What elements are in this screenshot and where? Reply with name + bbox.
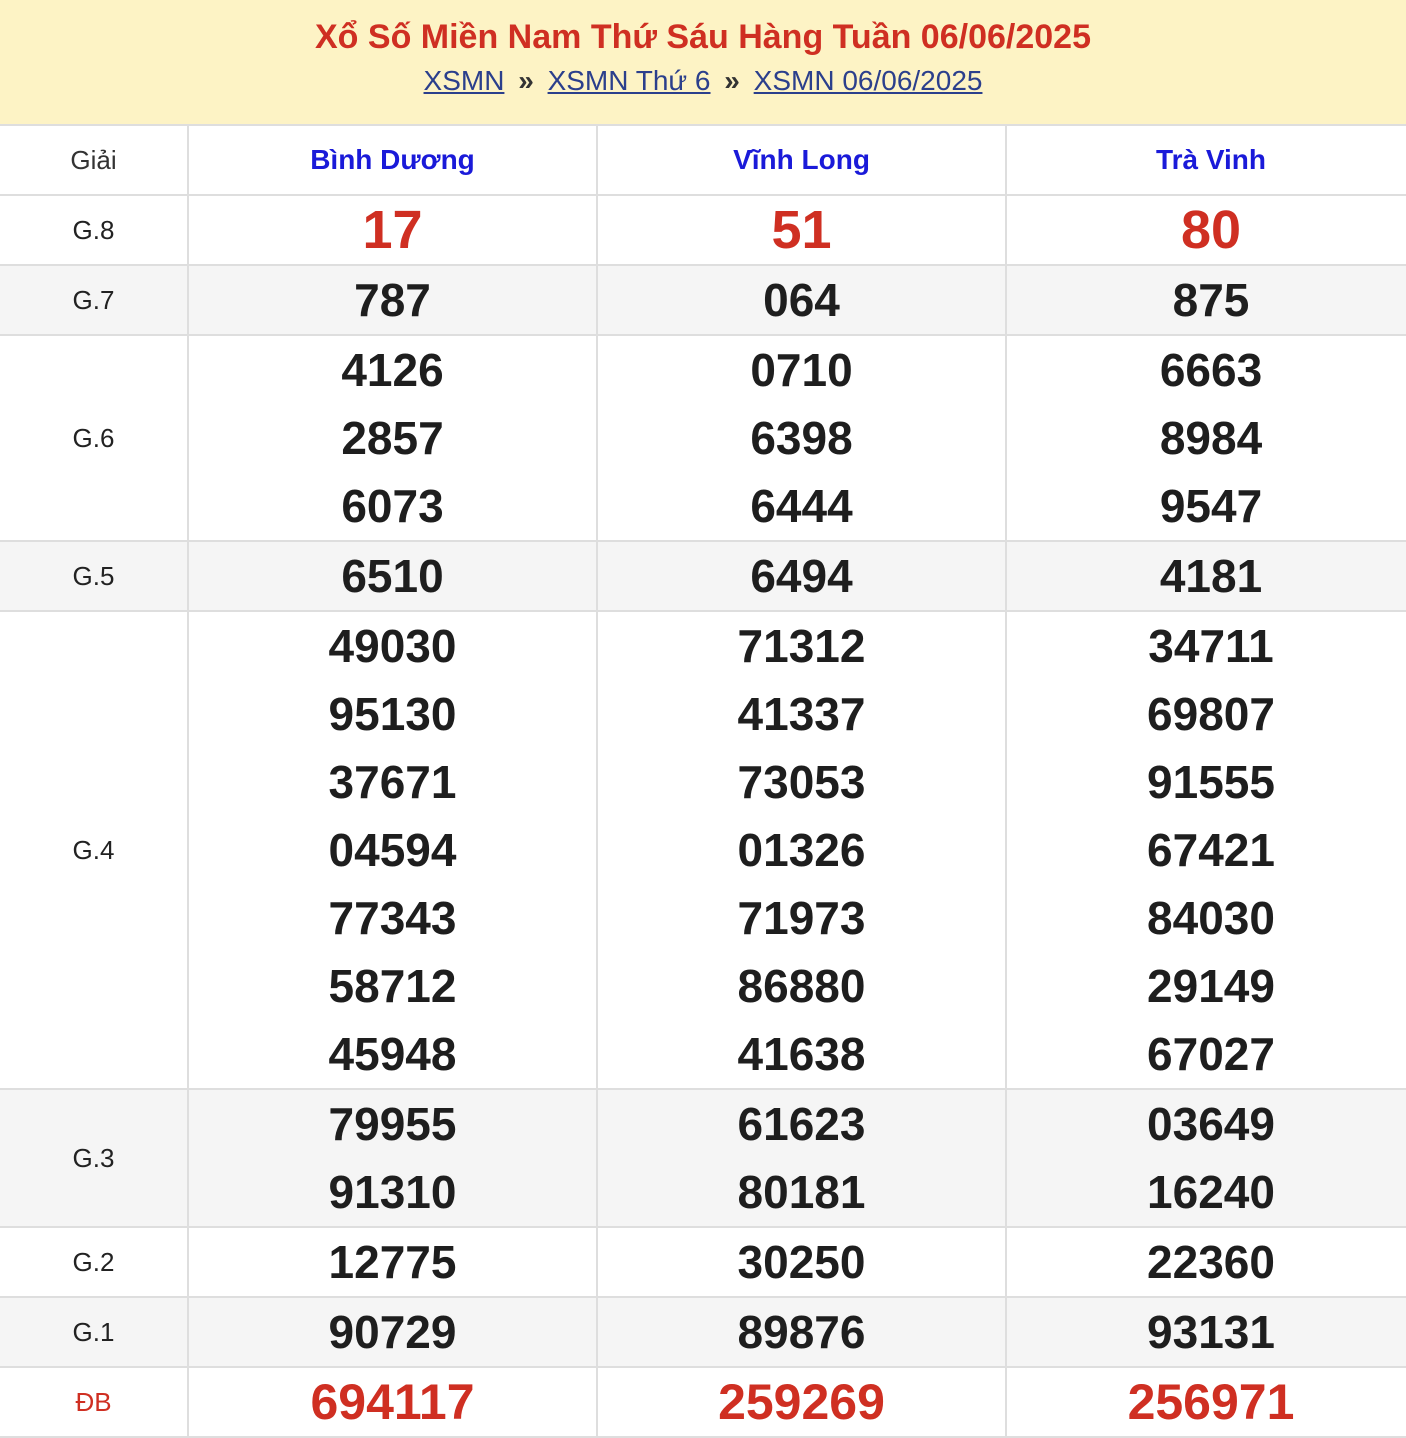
lottery-number: 29149 [1147, 960, 1275, 1012]
lottery-number: 6494 [750, 550, 853, 602]
lottery-number: 41337 [737, 688, 866, 740]
province-header-tra-vinh[interactable]: Trà Vinh [1006, 125, 1406, 195]
breadcrumb-separator: » [518, 65, 534, 96]
lottery-number: 30250 [737, 1236, 866, 1288]
lottery-number: 80181 [737, 1166, 866, 1218]
lottery-number: 93131 [1147, 1306, 1275, 1358]
lottery-number: 69807 [1147, 688, 1275, 740]
lottery-number: 4126 [341, 344, 444, 396]
prize-label: ĐB [0, 1367, 188, 1437]
prize-cell-binh-duong [188, 335, 597, 541]
prize-label: G.7 [0, 265, 188, 335]
prize-cell-binh-duong [188, 1089, 597, 1227]
lottery-number: 84030 [1147, 892, 1275, 944]
prize-cell-vinh-long [597, 1297, 1006, 1367]
lottery-number: 80 [1180, 200, 1242, 260]
lottery-number: 67027 [1147, 1028, 1275, 1080]
prize-cell-tra-vinh [1006, 1089, 1406, 1227]
lottery-number: 6663 [1159, 344, 1263, 396]
lottery-number: 95130 [328, 688, 457, 740]
lottery-number: 79955 [328, 1098, 457, 1150]
prize-row-g3 [0, 1089, 1406, 1227]
prize-label: G.3 [0, 1089, 188, 1227]
lottery-number: 064 [763, 274, 840, 326]
lottery-number: 2857 [341, 412, 444, 464]
lottery-number: 71312 [737, 620, 866, 672]
lottery-number: 6510 [341, 550, 444, 602]
lottery-number: 91555 [1147, 756, 1275, 808]
results-table [0, 124, 1406, 1438]
prize-cell-vinh-long [597, 1367, 1006, 1437]
prize-label: G.8 [0, 195, 188, 265]
prize-label: G.2 [0, 1227, 188, 1297]
lottery-number: 51 [771, 200, 832, 260]
prize-cell-vinh-long [597, 1089, 1006, 1227]
prize-cell-vinh-long [597, 611, 1006, 1089]
lottery-number: 71973 [737, 892, 866, 944]
prize-cell-binh-duong [188, 1227, 597, 1297]
lottery-number: 4181 [1159, 550, 1263, 602]
lottery-number: 12775 [328, 1236, 457, 1288]
province-header-vinh-long[interactable]: Vĩnh Long [597, 125, 1006, 195]
prize-cell-tra-vinh [1006, 335, 1406, 541]
breadcrumb-link-xsmn[interactable]: XSMN [423, 65, 505, 96]
lottery-number: 45948 [328, 1028, 457, 1080]
prize-row-g1 [0, 1297, 1406, 1367]
lottery-number: 49030 [328, 620, 457, 672]
prize-cell-vinh-long [597, 541, 1006, 611]
prize-cell-binh-duong [188, 195, 597, 265]
breadcrumb-separator: » [724, 65, 740, 96]
lottery-number: 01326 [737, 824, 866, 876]
lottery-number: 8984 [1159, 412, 1263, 464]
lottery-number: 6444 [750, 480, 853, 532]
lottery-number: 58712 [328, 960, 457, 1012]
page-header [0, 0, 1406, 124]
prize-label: G.4 [0, 611, 188, 1089]
prize-cell-vinh-long [597, 265, 1006, 335]
lottery-number: 256971 [1127, 1374, 1295, 1430]
lottery-number: 787 [354, 274, 431, 326]
page-title: Xổ Số Miền Nam Thứ Sáu Hàng Tuần 06/06/2025 [315, 18, 1091, 56]
prize-cell-tra-vinh [1006, 1297, 1406, 1367]
lottery-number: 16240 [1147, 1166, 1275, 1218]
lottery-number: 22360 [1147, 1236, 1275, 1288]
prize-row-g8 [0, 195, 1406, 265]
table-header-row [0, 125, 1406, 195]
lottery-number: 34711 [1148, 620, 1274, 672]
breadcrumb-link-xsmn-thu-6[interactable]: XSMN Thứ 6 [547, 65, 711, 96]
lottery-number: 77343 [328, 892, 457, 944]
lottery-number: 04594 [328, 824, 457, 876]
prize-cell-tra-vinh [1006, 1367, 1406, 1437]
prize-cell-tra-vinh [1006, 265, 1406, 335]
prize-cell-vinh-long [597, 1227, 1006, 1297]
prize-row-special [0, 1367, 1406, 1437]
prize-cell-tra-vinh [1006, 611, 1406, 1089]
lottery-number: 694117 [310, 1374, 475, 1430]
lottery-number: 6073 [341, 480, 444, 532]
prize-cell-tra-vinh [1006, 541, 1406, 611]
lottery-number: 91310 [328, 1166, 457, 1218]
prize-cell-binh-duong [188, 1297, 597, 1367]
lottery-number: 90729 [328, 1306, 457, 1358]
lottery-number: 03649 [1147, 1098, 1275, 1150]
lottery-number: 17 [362, 200, 423, 260]
lottery-number: 89876 [737, 1306, 866, 1358]
prize-label: G.5 [0, 541, 188, 611]
lottery-number: 61623 [737, 1098, 866, 1150]
prize-label: G.1 [0, 1297, 188, 1367]
breadcrumb-link-xsmn-date[interactable]: XSMN 06/06/2025 [753, 65, 983, 96]
prize-row-g6 [0, 335, 1406, 541]
prize-row-g7 [0, 265, 1406, 335]
prize-cell-binh-duong [188, 541, 597, 611]
lottery-number: 6398 [750, 412, 853, 464]
prize-row-g2 [0, 1227, 1406, 1297]
prize-row-g4 [0, 611, 1406, 1089]
lottery-number: 86880 [737, 960, 866, 1012]
lottery-number: 875 [1172, 274, 1250, 326]
breadcrumb [0, 64, 1406, 98]
prize-cell-tra-vinh [1006, 1227, 1406, 1297]
prize-cell-binh-duong [188, 611, 597, 1089]
lottery-number: 67421 [1147, 824, 1275, 876]
lottery-number: 0710 [750, 344, 853, 396]
lottery-number: 41638 [737, 1028, 866, 1080]
prize-rows [0, 195, 1406, 1437]
prize-cell-vinh-long [597, 335, 1006, 541]
lottery-number: 73053 [737, 756, 866, 808]
lottery-number: 9547 [1159, 480, 1263, 532]
prize-cell-vinh-long [597, 195, 1006, 265]
prize-label: G.6 [0, 335, 188, 541]
prize-row-g5 [0, 541, 1406, 611]
province-header-binh-duong[interactable]: Bình Dương [188, 125, 597, 195]
prize-cell-binh-duong [188, 265, 597, 335]
prize-cell-tra-vinh [1006, 195, 1406, 265]
prize-column-header: Giải [0, 125, 188, 195]
lottery-number: 259269 [718, 1374, 885, 1430]
lottery-number: 37671 [328, 756, 457, 808]
prize-cell-binh-duong [188, 1367, 597, 1437]
